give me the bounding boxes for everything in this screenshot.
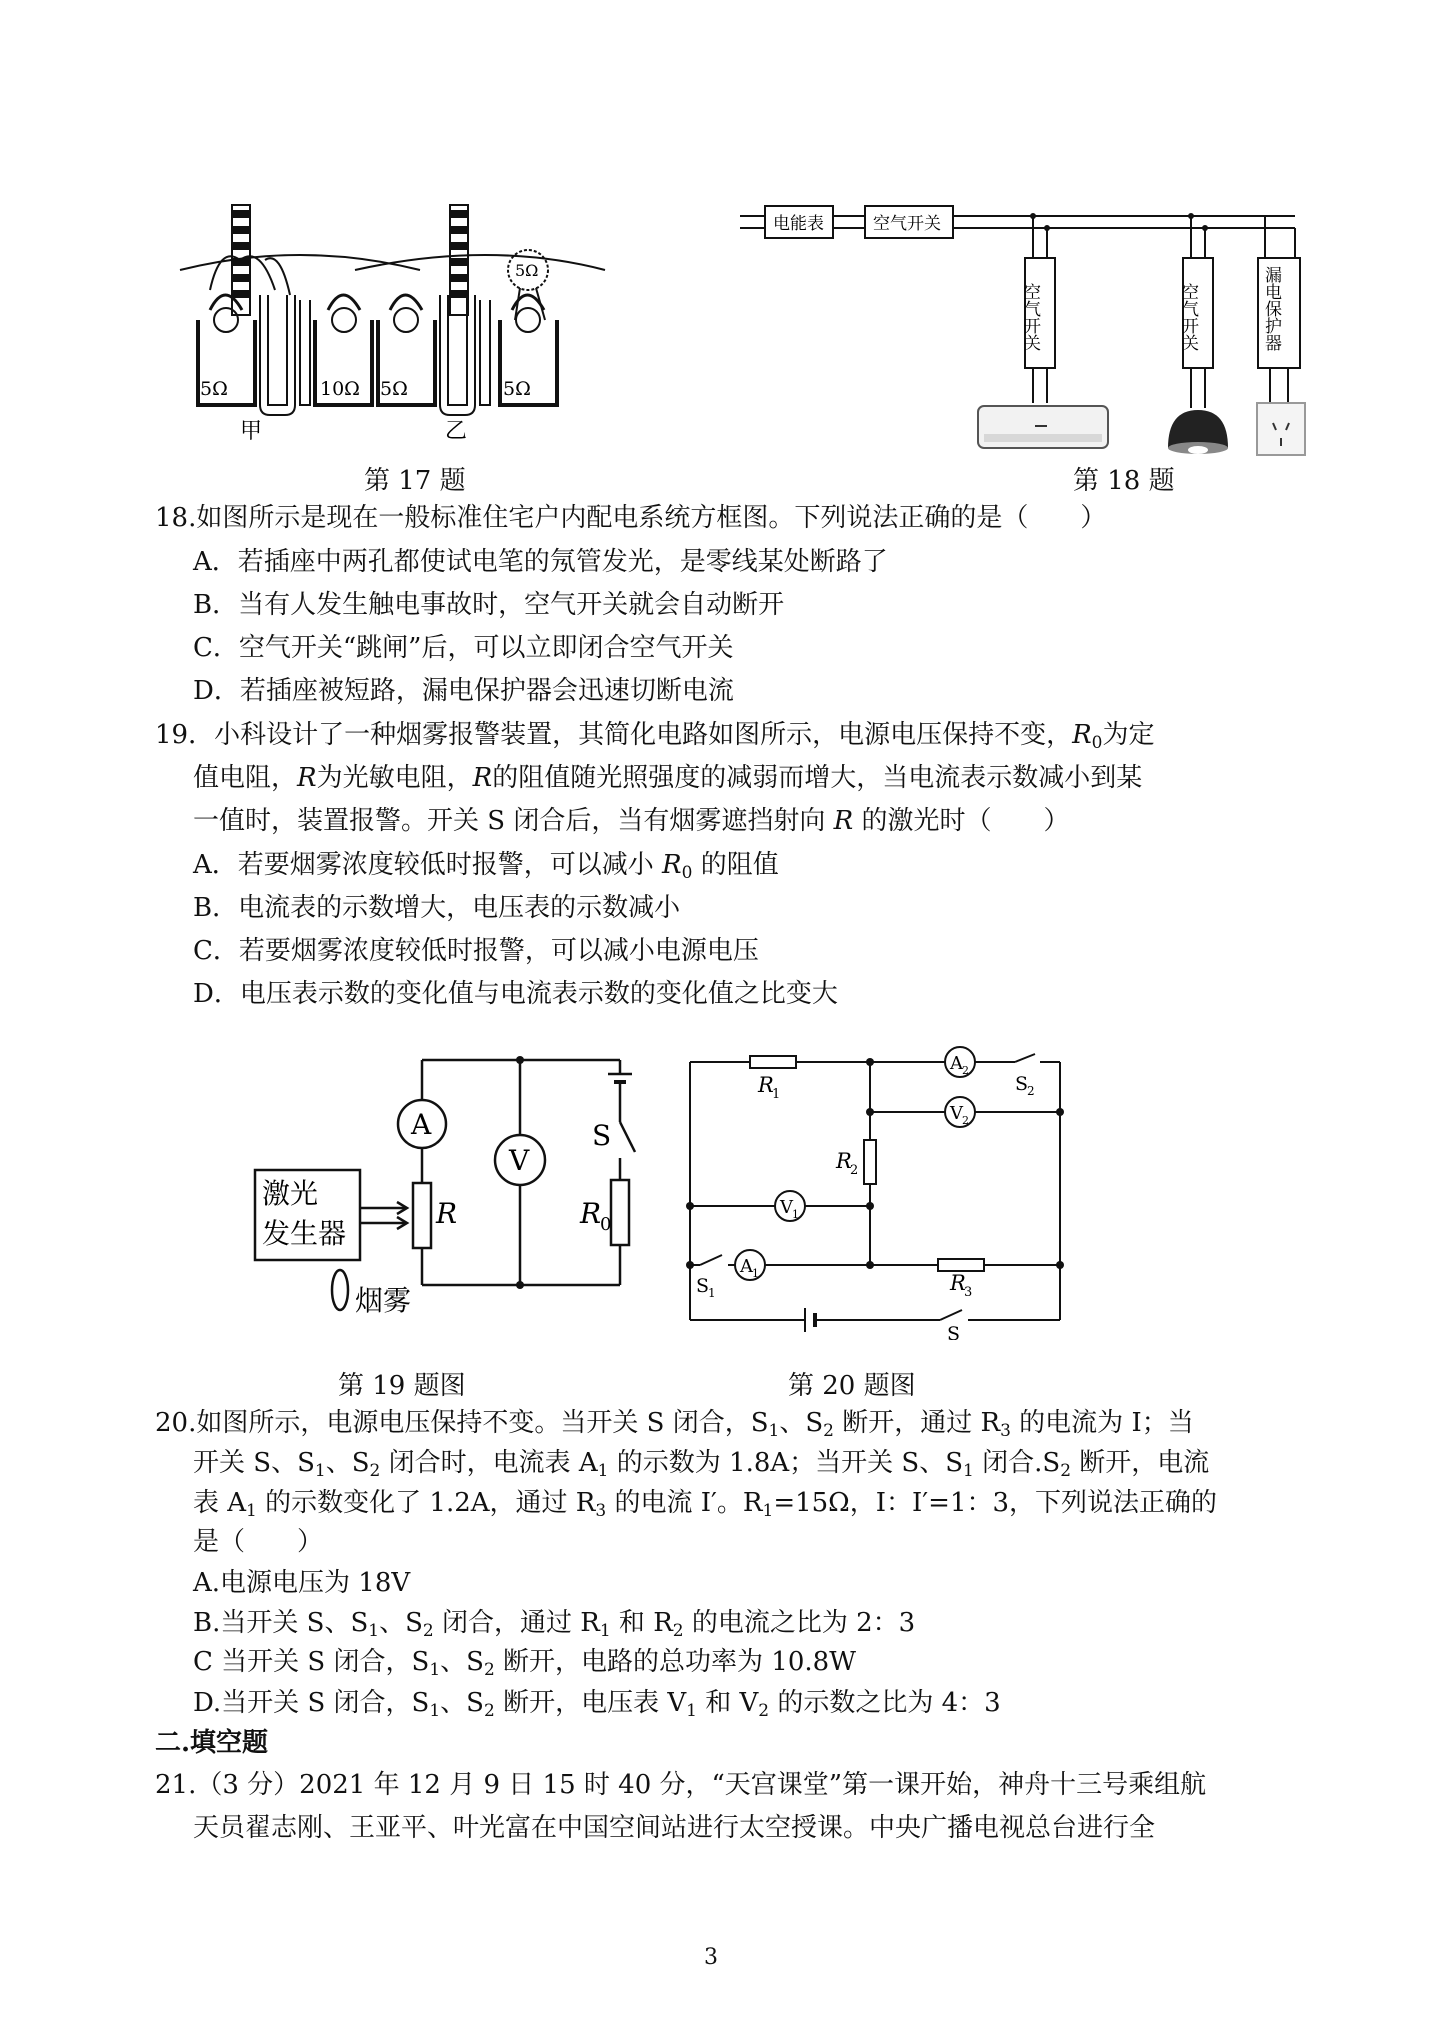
q20-d3s: 1 — [686, 1701, 697, 1721]
q20-l2b: 、S — [325, 1448, 370, 1478]
q20-d2: 、S — [440, 1688, 484, 1718]
fig20-s1-sub: 1 — [708, 1286, 716, 1300]
q19-l1b: R — [1072, 720, 1092, 750]
q20-l3s3: 1 — [762, 1501, 774, 1521]
fig17-caption: 第 17 题 — [364, 466, 466, 496]
q20-d1s: 1 — [429, 1701, 441, 1721]
q20-d5: 的示数之比为 4：3 — [769, 1688, 1001, 1718]
q20-l2s3: 1 — [597, 1461, 609, 1481]
q19-l3c: 的激光时（ ） — [853, 806, 1070, 836]
section-heading: 二.填空题 — [155, 1728, 269, 1758]
q20-c1s: 1 — [429, 1660, 441, 1680]
fig20-v2: V — [950, 1103, 963, 1124]
figure-18 — [735, 198, 1335, 463]
q19-l1d: 为定 — [1102, 720, 1155, 750]
q19-l2b: R — [297, 763, 317, 793]
q20-b3: 闭合，通过 R — [433, 1608, 600, 1638]
q20-b4s: 2 — [672, 1621, 684, 1641]
fig20-a2: A — [950, 1053, 963, 1074]
fig18-box-air-switch-2: 空气开关 — [1020, 283, 1040, 351]
q19-l2c: 为光敏电阻， — [316, 763, 473, 793]
fig17-r-left-yi: 5Ω — [380, 378, 408, 400]
q19-l3b: R — [833, 806, 854, 836]
q20-l3s2: 3 — [595, 1501, 607, 1521]
q20-option-c — [193, 1645, 856, 1687]
q20-d3: 断开，电压表 V — [494, 1688, 687, 1718]
page-number: 3 — [704, 1945, 718, 1970]
q20-option-b — [193, 1606, 915, 1648]
q20-d2s: 2 — [483, 1701, 495, 1721]
socket-icon — [1257, 403, 1305, 455]
fig20-r3: R — [950, 1271, 966, 1295]
q20-c2: 、S — [440, 1647, 484, 1677]
q20-l3b: 的示数变化了 1.2A，通过 R — [256, 1488, 596, 1518]
fig20-r2: R — [836, 1149, 852, 1173]
q20-l3d: =15Ω，I：I′=1：3，下列说法正确的 — [773, 1488, 1218, 1518]
figure-20 — [680, 1040, 1080, 1340]
q20-d1: D.当开关 S 闭合，S — [193, 1688, 430, 1718]
q20-b1s: 1 — [368, 1621, 380, 1641]
q20-l1: 20.如图所示，电源电压保持不变。当开关 S 闭合，S — [155, 1408, 769, 1438]
fig19-caption: 第 19 题图 — [338, 1371, 466, 1401]
fig20-r1: R — [758, 1073, 774, 1097]
q19-option-b: B．电流表的示数增大，电压表的示数减小 — [193, 893, 681, 923]
q20-c3: 断开，电路的总功率为 10.8W — [494, 1647, 856, 1677]
q20-line-4: 是（ ） — [193, 1527, 324, 1557]
q20-option-a: A.电源电压为 18V — [193, 1568, 411, 1598]
q20-b5: 的电流之比为 2：3 — [683, 1608, 916, 1638]
fig19-smoke: 烟雾 — [355, 1284, 412, 1317]
q20-l1s3: 3 — [1000, 1421, 1011, 1441]
fig17-label-yi: 乙 — [445, 419, 468, 444]
lamp-icon — [1168, 410, 1228, 454]
fig20-v2-sub: 2 — [962, 1114, 969, 1127]
q18-option-c: C．空气开关“跳闸”后，可以立即闭合空气开关 — [193, 633, 734, 663]
q20-d4: 和 V — [696, 1688, 759, 1718]
q20-l2s4: 1 — [963, 1461, 974, 1481]
q20-c1: C 当开关 S 闭合，S — [193, 1647, 430, 1677]
q19-a4: 的阻值 — [692, 850, 779, 880]
q18-option-a: A．若插座中两孔都使试电笔的氖管发光，是零线某处断路了 — [193, 547, 888, 577]
q20-b2s: 2 — [422, 1621, 434, 1641]
fig20-s: S — [947, 1323, 961, 1340]
fig20-r1-sub: 1 — [772, 1087, 781, 1102]
q20-l1s2: 2 — [823, 1421, 834, 1441]
q19-l3: 一值时，装置报警。开关 S 闭合后，当有烟雾遮挡射向 — [193, 806, 834, 836]
q20-d4s: 2 — [758, 1701, 770, 1721]
q21-line-1: 21.（3 分）2021 年 12 月 9 日 15 时 40 分，“天宫课堂”第一课开始，神舟十三号乘组航 — [155, 1770, 1207, 1800]
q20-b1: B.当开关 S、S — [193, 1608, 369, 1638]
q19-a1: A．若要烟雾浓度较低时报警，可以减小 — [193, 850, 663, 880]
q20-l2c: 闭合时，电流表 A — [380, 1448, 598, 1478]
figure-19 — [250, 1040, 670, 1330]
fig20-v1-sub: 1 — [792, 1208, 799, 1221]
q20-l1s: 1 — [768, 1421, 780, 1441]
q21-line-2: 天员翟志刚、王亚平、叶光富在中国空间站进行太空授课。中央广播电视总台进行全 — [193, 1813, 1156, 1843]
q20-line-2 — [193, 1446, 1209, 1488]
q19-option-c: C．若要烟雾浓度较低时报警，可以减小电源电压 — [193, 936, 759, 966]
q19-option-a — [193, 848, 779, 890]
q20-l2f: 断开，电流 — [1071, 1448, 1210, 1478]
q20-l2s2: 2 — [369, 1461, 381, 1481]
fig20-s1: S — [696, 1275, 710, 1297]
fig19-voltmeter: V — [509, 1144, 530, 1177]
q19-line-1 — [155, 718, 1155, 760]
fig19-laser-line2: 发生器 — [262, 1217, 347, 1250]
fig17-r-left-jia: 5Ω — [200, 378, 228, 400]
q20-l2e: 闭合.S — [973, 1448, 1061, 1478]
q20-line-3 — [193, 1486, 1217, 1528]
fig18-box-leakage: 漏电保护器 — [1261, 266, 1281, 351]
fig20-a1: A — [740, 1256, 753, 1277]
q20-l2d: 的示数为 1.8A；当开关 S、S — [608, 1448, 964, 1478]
fig18-box-meter: 电能表 — [773, 214, 824, 234]
q19-l2a: 值电阻， — [193, 763, 298, 793]
fig19-switch: S — [592, 1119, 612, 1152]
q18-stem: 18.如图所示是现在一般标准住宅户内配电系统方框图。下列说法正确的是（ ） — [155, 503, 1107, 533]
q19-option-d: D．电压表示数的变化值与电流表示数的变化值之比变大 — [193, 979, 838, 1009]
q20-b2: 、S — [379, 1608, 423, 1638]
fig18-caption: 第 18 题 — [1073, 466, 1175, 496]
q20-line-1 — [155, 1406, 1194, 1448]
q20-l2s5: 2 — [1060, 1461, 1072, 1481]
q20-l3: 表 A — [193, 1488, 247, 1518]
fig20-s2-sub: 2 — [1027, 1084, 1035, 1098]
figure-17 — [160, 200, 720, 450]
fig20-r3-sub: 3 — [964, 1285, 973, 1300]
q20-l1d: 的电流为 I；当 — [1010, 1408, 1194, 1438]
fig19-resistor-r: R — [436, 1197, 458, 1230]
fig19-laser-line1: 激光 — [262, 1177, 319, 1210]
q20-l3c: 的电流 I′。R — [606, 1488, 763, 1518]
q18-option-d: D．若插座被短路，漏电保护器会迅速切断电流 — [193, 676, 734, 706]
fig18-box-air-switch: 空气开关 — [873, 214, 941, 234]
fig20-a1-sub: 1 — [752, 1267, 759, 1280]
q19-l1c: 0 — [1091, 733, 1103, 753]
q19-line-3 — [193, 804, 1069, 838]
q19-line-2 — [193, 761, 1142, 795]
q20-l2s: 1 — [314, 1461, 326, 1481]
q19-l1a: 19．小科设计了一种烟雾报警装置，其简化电路如图所示，电源电压保持不变， — [155, 720, 1073, 750]
fig20-caption: 第 20 题图 — [788, 1371, 916, 1401]
fig17-r-right-yi: 5Ω — [503, 378, 531, 400]
q19-a2: R — [662, 850, 682, 880]
air-conditioner-icon — [978, 406, 1108, 448]
q20-b3s: 1 — [599, 1621, 611, 1641]
fig20-r2-sub: 2 — [850, 1163, 859, 1178]
q20-b4: 和 R — [610, 1608, 673, 1638]
fig17-r-outside-yi: 5Ω — [515, 261, 539, 280]
q20-l1c: 断开，通过 R — [833, 1408, 1001, 1438]
q20-c2s: 2 — [483, 1660, 495, 1680]
fig19-ammeter: A — [411, 1108, 432, 1141]
fig17-r-right-jia: 10Ω — [320, 378, 360, 400]
q20-l3s: 1 — [246, 1501, 257, 1521]
q19-l2d: R — [472, 763, 493, 793]
fig17-label-jia: 甲 — [240, 419, 263, 444]
fig19-resistor-r0: R — [580, 1197, 602, 1230]
fig19-resistor-r0-sub: 0 — [600, 1214, 612, 1235]
q20-option-d — [193, 1686, 1001, 1728]
fig20-a2-sub: 2 — [962, 1064, 969, 1077]
q18-option-b: B．当有人发生触电事故时，空气开关就会自动断开 — [193, 590, 785, 620]
q19-l2e: 的阻值随光照强度的减弱而增大，当电流表示数减小到某 — [492, 763, 1143, 793]
fig18-box-air-switch-3: 空气开关 — [1178, 283, 1198, 351]
fig20-s2: S — [1015, 1073, 1029, 1095]
fig20-v1: V — [780, 1197, 793, 1218]
q20-l2: 开关 S、S — [193, 1448, 315, 1478]
q20-l1b: 、S — [779, 1408, 824, 1438]
q19-a3: 0 — [681, 863, 693, 883]
